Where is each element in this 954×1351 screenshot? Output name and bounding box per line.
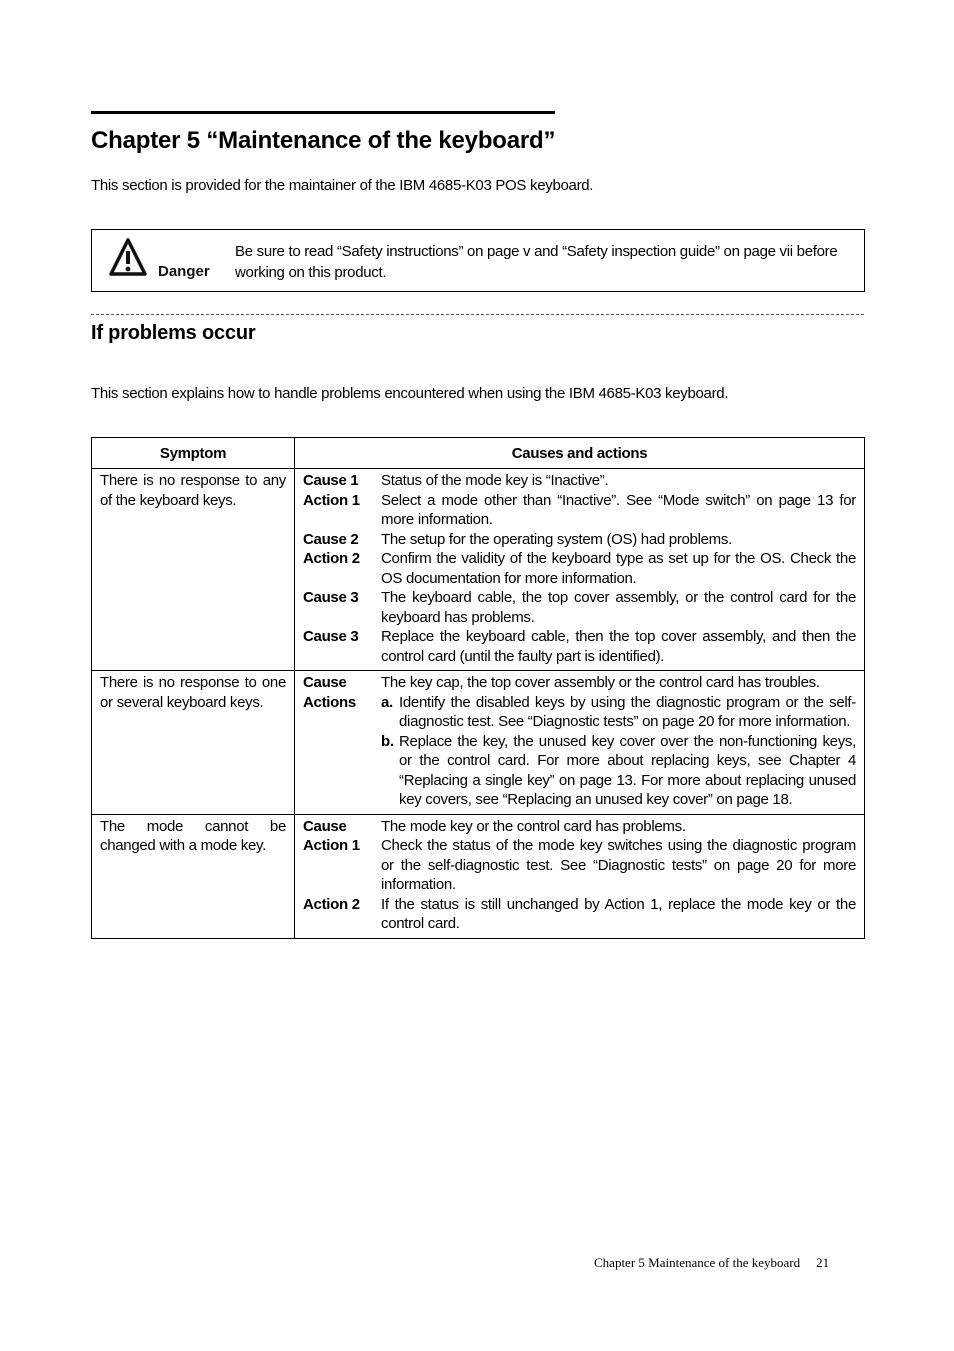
danger-label: Danger: [158, 263, 210, 280]
line-text: The setup for the operating system (OS) had problems.: [381, 530, 732, 548]
page-number: 21: [816, 1255, 830, 1270]
section-title: If problems occur: [91, 322, 256, 344]
line-text: Check the status of the mode key switches using the diagnostic program or the self-diagnostic test. See “Diagnostic tests” on page 20 for more information.: [381, 837, 856, 893]
warning-triangle-icon: [109, 238, 147, 278]
action-line: [303, 627, 856, 666]
chapter-intro: This section is provided for the maintainer of the IBM 4685-K03 POS keyboard.: [91, 177, 594, 194]
section-intro: This section explains how to handle problems encountered when using the IBM 4685-K03 keyboard.: [91, 385, 729, 402]
cause-line: [303, 817, 856, 837]
causes-cell: [295, 814, 865, 938]
table-row: [92, 671, 865, 815]
action-text: Replace the key, the unused key cover over the non-functioning keys, or the control card. For more about replacing keys, see Chapter 4 “Replacing a single key” on page 13. For more about replacing unused key covers, see “Replacing an unused key cover” on page 18.: [399, 732, 856, 808]
line-label: Cause: [303, 817, 347, 835]
table-header-row: [92, 438, 865, 469]
action-key: b.: [381, 732, 394, 750]
line-label: Cause 3: [303, 589, 359, 606]
line-text: Replace the keyboard cable, then the top cover assembly, and then the control card (until the faulty part is identified).: [381, 628, 856, 665]
cause-line: [303, 673, 856, 693]
actions-list: [381, 693, 856, 810]
action-line: [303, 549, 856, 588]
chapter-title: Chapter 5 “Maintenance of the keyboard”: [91, 127, 556, 154]
line-label: Actions: [303, 693, 356, 711]
action-line: [303, 836, 856, 895]
page-footer: [594, 1255, 829, 1271]
symptom-cell: There is no response to one or several keyboard keys.: [92, 671, 295, 815]
header-symptom: Symptom: [92, 438, 295, 469]
line-label: Action 1: [303, 837, 360, 854]
header-causes-actions: Causes and actions: [295, 438, 865, 469]
line-text: The keyboard cable, the top cover assembly, or the control card for the keyboard has problems.: [381, 589, 856, 626]
action-item: [381, 693, 856, 732]
line-text: Select a mode other than “Inactive”. See “Mode switch” on page 13 for more information.: [381, 491, 856, 528]
cause-line: [303, 530, 856, 550]
action-line: [303, 491, 856, 530]
footer-chapter: Chapter 5 Maintenance of the keyboard: [594, 1255, 801, 1270]
danger-text: Be sure to read “Safety instructions” on page v and “Safety inspection guide” on page vii before working on this product.: [235, 243, 838, 281]
danger-notice: [91, 229, 865, 292]
line-label: Action 1: [303, 491, 360, 509]
chapter-top-rule: [91, 111, 555, 114]
line-label: Cause 2: [303, 530, 359, 548]
action-key: a.: [381, 693, 393, 711]
line-label: Cause: [303, 674, 347, 691]
actions-block: [303, 693, 856, 810]
causes-cell: [295, 671, 865, 815]
line-label: Cause 3: [303, 628, 359, 645]
symptom-cell: There is no response to any of the keyboard keys.: [92, 469, 295, 671]
line-label: Action 2: [303, 895, 360, 913]
causes-cell: [295, 469, 865, 671]
cause-line: [303, 588, 856, 627]
troubleshooting-table: [91, 437, 865, 939]
table-row: [92, 814, 865, 938]
line-text: The mode key or the control card has problems.: [381, 817, 686, 835]
action-text: Identify the disabled keys by using the diagnostic program or the self-diagnostic test. See “Diagnostic tests” on page 20 for more information.: [399, 693, 856, 730]
line-label: Action 2: [303, 550, 360, 567]
line-text: Confirm the validity of the keyboard type as set up for the OS. Check the OS documentation for more information.: [381, 550, 856, 587]
action-line: [303, 895, 856, 934]
line-text: If the status is still unchanged by Action 1, replace the mode key or the control card.: [381, 895, 856, 932]
section-divider: [91, 314, 864, 315]
line-text: The key cap, the top cover assembly or the control card has troubles.: [381, 674, 820, 691]
line-text: Status of the mode key is “Inactive”.: [381, 472, 609, 489]
line-label: Cause 1: [303, 472, 359, 489]
action-item: [381, 732, 856, 810]
symptom-cell: The mode cannot be changed with a mode key.: [92, 814, 295, 938]
table-row: [92, 469, 865, 671]
cause-line: [303, 471, 856, 491]
